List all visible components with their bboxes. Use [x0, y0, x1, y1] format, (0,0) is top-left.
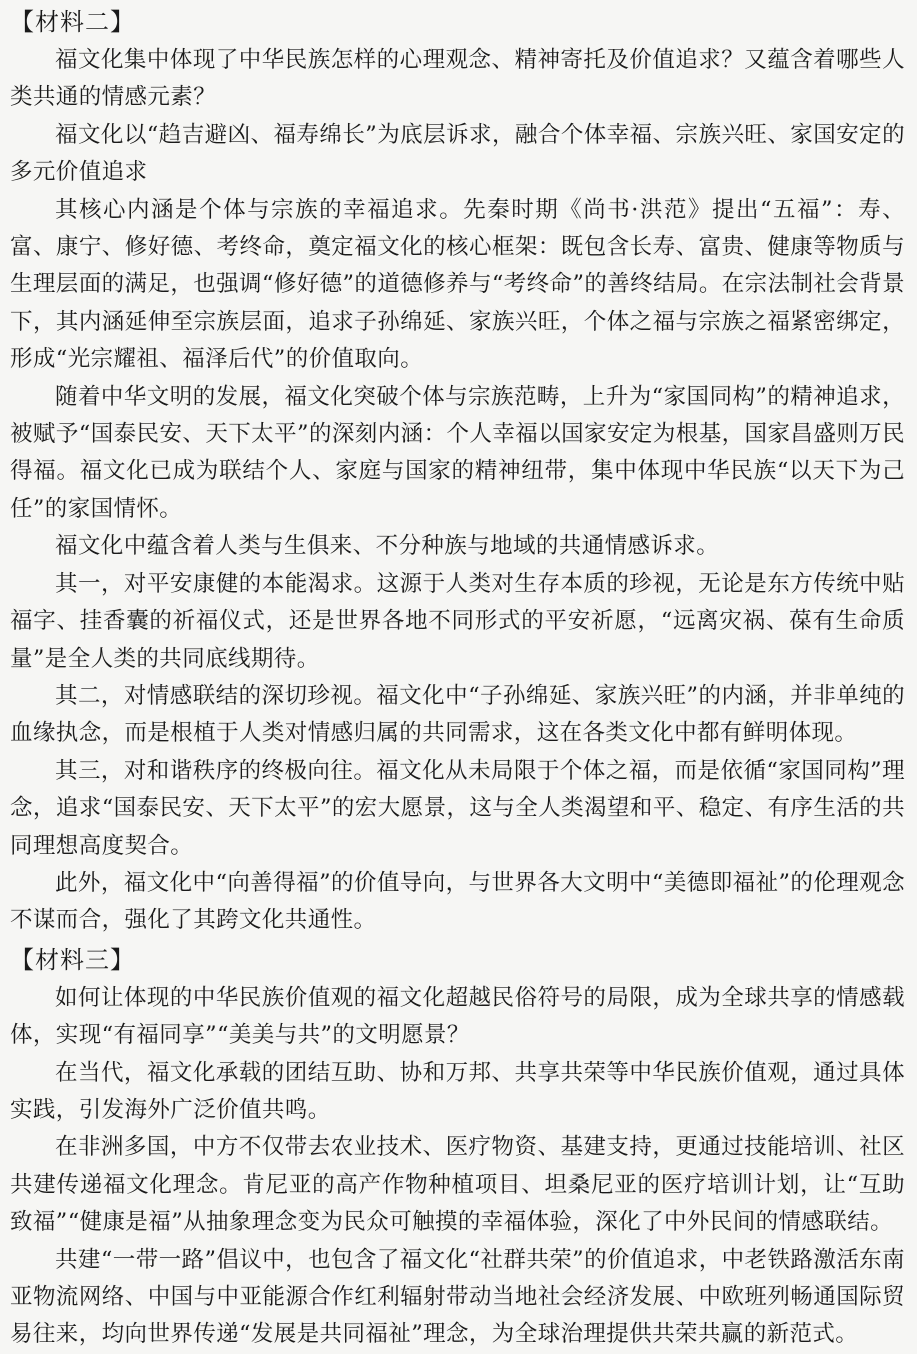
- paragraph: 其核心内涵是个体与宗族的幸福追求。先秦时期《尚书·洪范》提出“五福”：寿、富、康宁、修好德、考终命，奠定福文化的核心框架：既包含长寿、富贵、健康等物质与生理层面的满足，也强调“修好德”的道德修养与“考终命”的善终结局。在宗法制社会背景下，其内涵延伸至宗族层面，追求子孙绵延、家族兴旺，个体之福与宗族之福紧密绑定，形成“光宗耀祖、福泽后代”的价值取向。: [10, 196, 905, 373]
- paragraph: 在当代，福文化承载的团结互助、协和万邦、共享共荣等中华民族价值观，通过具体实践，引发海外广泛价值共鸣。: [10, 1059, 905, 1123]
- paragraph: 福文化中蕴含着人类与生俱来、不分种族与地域的共通情感诉求。: [55, 533, 720, 560]
- paragraph: 共建“一带一路”倡议中，也包含了福文化“社群共荣”的价值追求，中老铁路激活东南亚物流网络、中国与中亚能源合作红利辐射带动当地社会经济发展、中欧班列畅通国际贸易往来，均向世界传递“发展是共同福祉”理念，为全球治理提供共荣共赢的新范式。: [10, 1246, 905, 1348]
- material-two-section: [10, 2, 905, 940]
- paragraph: 其一，对平安康健的本能渴求。这源于人类对生存本质的珍视，无论是东方传统中贴福字、挂香囊的祈福仪式，还是世界各地不同形式的平安祈愿，“远离灾祸、葆有生命质量”是全人类的共同底线期待。: [10, 570, 905, 672]
- section-heading: 【材料二】: [10, 8, 135, 36]
- material-three-section: [10, 940, 905, 1354]
- paragraph: 此外，福文化中“向善得福”的价值导向，与世界各大文明中“美德即福祉”的伦理观念不谋而合，强化了其跨文化共通性。: [10, 869, 905, 934]
- paragraph: 随着中华文明的发展，福文化突破个体与宗族范畴，上升为“家国同构”的精神追求，被赋予“国泰民安、天下太平”的深刻内涵：个人幸福以国家安定为根基，国家昌盛则万民得福。福文化已成为联结个人、家庭与国家的精神纽带，集中体现中华民族“以天下为己任”的家国情怀。: [10, 383, 905, 522]
- paragraph: 其三，对和谐秩序的终极向往。福文化从未局限于个体之福，而是依循“家国同构”理念，追求“国泰民安、天下太平”的宏大愿景，这与全人类渴望和平、稳定、有序生活的共同理想高度契合。: [10, 757, 905, 859]
- paragraph: 其二，对情感联结的深切珍视。福文化中“子孙绵延、家族兴旺”的内涵，并非单纯的血缘执念，而是根植于人类对情感归属的共同需求，这在各类文化中都有鲜明体现。: [10, 682, 905, 747]
- paragraph: 如何让体现的中华民族价值观的福文化超越民俗符号的局限，成为全球共享的情感载体，实现“有福同享”“美美与共”的文明愿景？: [10, 984, 905, 1049]
- paragraph: 福文化集中体现了中华民族怎样的心理观念、精神寄托及价值追求？又蕴含着哪些人类共通的情感元素？: [10, 47, 905, 111]
- paragraph: 福文化以“趋吉避凶、福寿绵长”为底层诉求，融合个体幸福、宗族兴旺、家国安定的多元价值追求: [10, 121, 905, 186]
- section-heading: 【材料三】: [10, 945, 135, 974]
- paragraph: 在非洲多国，中方不仅带去农业技术、医疗物资、基建支持，更通过技能培训、社区共建传递福文化理念。肯尼亚的高产作物种植项目、坦桑尼亚的医疗培训计划，让“互助致福”“健康是福”从抽象理念变为民众可触摸的幸福体验，深化了中外民间的情感联结。: [10, 1134, 905, 1236]
